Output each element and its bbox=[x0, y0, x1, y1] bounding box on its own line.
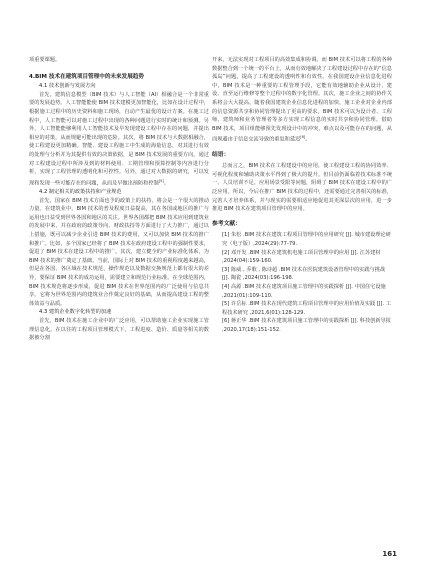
conclusion-heading: 结语： bbox=[212, 151, 230, 158]
paragraph-4-1: 首先，建筑信息模型（BIM 技术）与人工智能（AI）相融合是一个非常重要的发展趋势。人工智能能使 BIM 技术建模更加智能化，比如在设计过程中，根据施工过程中的历史资料和施工现场，自动产生最优的设计方案。在施工过程中，人工智能可以对施工过程中出现的各种问题进行实时的统计和预测。另外，人工智能能够利用人工智能技术及早发现建设工程中存在的问题，并提出相应的对策，从而规避可能出现的危险。其次，将 BIM 技术与大数据相融合，使工程建设更加精确。智能、建设工程施工中生成的海量信息，对其进行有效的处理与分析并为其提供有效的决策依据，是 BIM 技术发展的重要方向。通过对工程建设过程中所涉及到的材料使用、工期管理和预算控制等内容进行分析，实现了工程管理的透明化和可控性。另外，通过对大数据的研究，可以发现和发现一些可能存在的问题，从而及早做出预防和控制[5]。 bbox=[29, 91, 209, 187]
paragraph-4-2: 首先，国家在 BIM 技术方面也予的政策上的扶持，将会是一个很大的推动力量。在建筑业中，BIM 技术的普及程度日益提高，其在各国或地区的推广与运用也日益受到世界各国和地区的关注。世界各国都把 BIM 技术应用到建筑业的发展中来，并在政府的政策导向、财政扶持等方面进行了大力推广，通过以上措施，既可以减少企业引进 BIM 技术的费用，又可以加快 BIM 技术的推广和推广。比如，多个国家已经将了 BIM 技术在政府建设工程中的强制性要求，促进了 BIM 技术在建设工程中的推广。其次，建立健全的产业标准化体系，为 BIM 技术的推广奠定了基础。当前，国际上对 BIM 技术的重视程度越来越高，但是在各国、各区域在技术规范、操作规范以及数据交换规范上都有很大的差异，要保证 BIM 技术的成功运用，需要建立和规范行业标准。在全球范围内，BIM 技术规范将逐步形成，促进 BIM 技术在世界范围内的广泛使用与信息共享。它将为世界范围内的建筑业合作奠定良好的基础，从而提高建设工程的整体效益与品质。 bbox=[29, 197, 209, 307]
references-list bbox=[212, 231, 392, 334]
reference-item: [6] 蒋正华 .BIM 技术在建筑项目施工管理中的实践探析 [J]. 科技创新导报 ,2020,17(18):151-152. bbox=[222, 318, 391, 333]
page-number: 161 bbox=[382, 550, 397, 558]
subsection-heading-4-1: 4.1 技术创新与发展方向 bbox=[39, 83, 96, 90]
references-heading: 参考文献： bbox=[212, 220, 241, 227]
section-heading: 4.BIM 技术在建筑项目管理中的未来发展趋势 bbox=[29, 73, 144, 80]
reference-item: [5] 许岳标 .BIM 技术在现代建筑工程项目管理中的应用价值及实践 [J]. 工程技术研究 ,2021,6(01):128-129. bbox=[222, 301, 391, 316]
reference-item: [4] 高源 .BIM 技术在建筑项目施工管理中的实践探析 [J]. 中国住宅设施 ,2021(01):109-110. bbox=[222, 283, 386, 299]
paragraph-continued: 开来，无法实现对工程项目的高效集成和协调。而 BIM 技术可以将工程的各种数据整合到一个统一的平台上，从而有效地解决了工程建设过程中存在的“信息孤岛”问题，提高了工程建设的透明性和有效性。在我国建设企业信息化进程中，BIM 技术是一种重要的工程管理手段，它能有效地辅助企业从设计、建设、直至运行维修等整个过程中的数字化管理。其次，施工企业之间的协作关系将会大大提高。随着我国建筑企业信息化进程的加快，施工企业对企业内部的信息资源共享和协同管理提出了更高的要求。BIM 技术可以为设计者、工程师、建筑师和业务管理者等多方实现工程信息的实时共享和协同管理。借助 BIM 技术，项目组能够预先发现设计中的冲突、难点以及可能存在的问题，从而规避由于信息交流导致的重复和延迟[6]。 bbox=[212, 57, 392, 144]
reference-item: [2] 邓开发 .BIM 技术在建筑机电施工项目管理中的应用 [J]. 江苏建材 ,2024(04):159-160. bbox=[222, 249, 381, 265]
paragraph-4-3: 首先，BIM 技术在施工企业中的广泛应用，可以帮助施工企业实现施工管理信息化。在以往的工程项目管理模式下，工程进度、造价、质量等相关的数据被分割 bbox=[29, 317, 209, 342]
conclusion-paragraph: 总而言之，BIM 技术在工程建设中的应用，使工程建设工程的协同效率、可视化程度和辅助决策水平得到了极大的提升。但目前仍面临着技术标准不统一、人员培训不足、应用场景受限等问题，阻碍了 BIM 技术在建设工程中的广泛应用。所以，今后在推广 BIM 技术的过程中，还需要通过完善相关的标准，完善人才培养体系，并与现实的需要相适应地促进其更深层次的应用，进一步推进 BIM 技术在建筑项目管理中的应用。 bbox=[212, 163, 392, 213]
reference-item: [1] 朱松 .BIM 技术在建筑工程项目管理中的应用研究 [J]. 城市建设理论研究（电子版）,2024(29):77-79. bbox=[222, 232, 391, 248]
continued-text: 项重要课题。 bbox=[29, 57, 61, 63]
subsection-heading-4-2: 4.2 制定相关的政策扶持和产业规范 bbox=[39, 189, 122, 196]
left-column bbox=[29, 56, 209, 343]
reference-item: [3] 陈威 , 乔歌 , 陈诗超 .BIM 技术在医院建筑设备管理中的实践与挑战 [J]. 陶瓷 ,2024(03):196-198. bbox=[222, 266, 386, 282]
right-column bbox=[212, 56, 392, 335]
subsection-heading-4-3: 4.3 建筑企业数字化转型的加速 bbox=[39, 309, 112, 316]
